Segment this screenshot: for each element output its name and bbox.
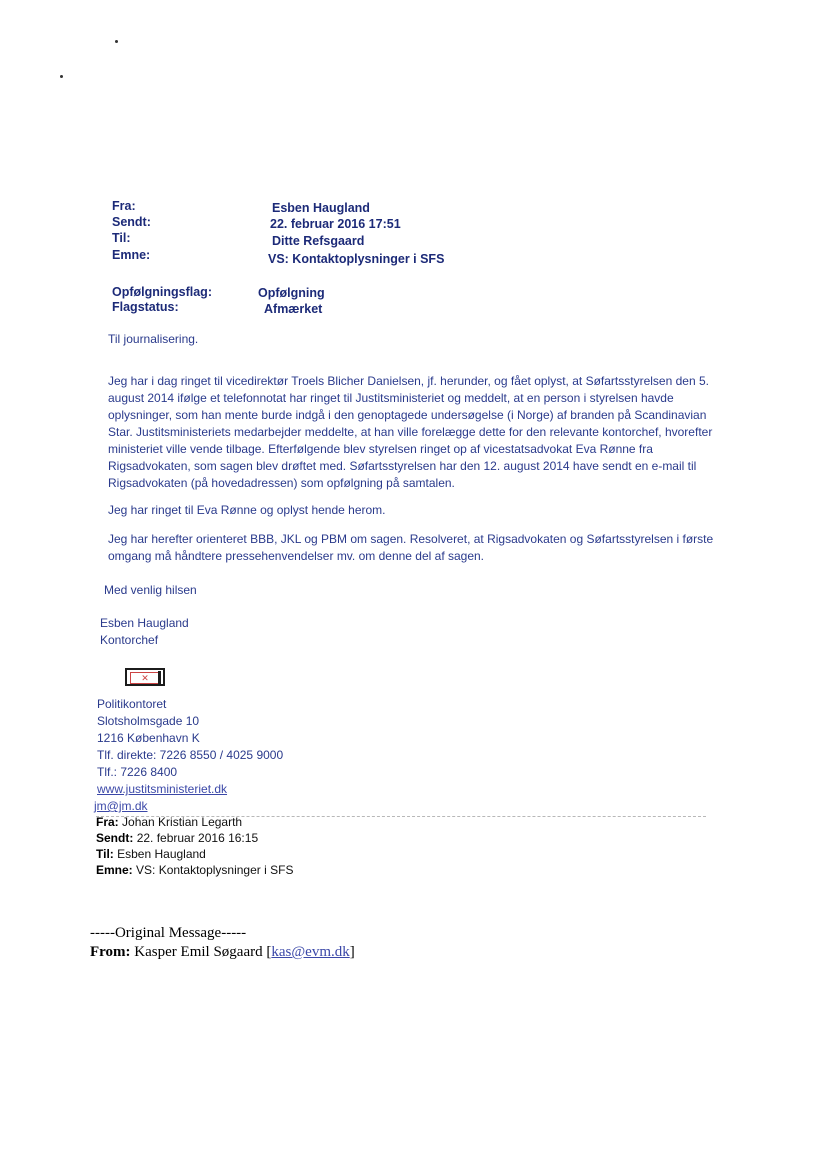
sent-value: 22. februar 2016 17:51	[270, 217, 401, 231]
forwarded-sent-value: 22. februar 2016 16:15	[136, 831, 259, 845]
original-bracket-open: [	[266, 944, 272, 960]
followup-flag-label: Opfølgningsflag:	[112, 285, 212, 299]
signature-name: Esben Haugland	[100, 616, 189, 630]
original-from-label: From:	[90, 944, 131, 960]
forwarded-subject-value: VS: Kontaktoplysninger i SFS	[136, 863, 294, 877]
scan-speck	[115, 40, 118, 43]
from-value: Esben Haugland	[272, 201, 370, 215]
signature-city: 1216 København K	[97, 731, 200, 745]
body-paragraph: Jeg har i dag ringet til vicedirektør Troels Blicher Danielsen, jf. herunder, og fået oplyst, at Søfartsstyrelsen den 5. august 2014 ifølge et telefonnotat har ringet til Justitsministeriet og meddelt, at en person i styrelsen havde oplysninger, som han mente burde indgå i den genoptagede undersøgelse (i Norge) af branden på Scandinavian Star. Justitsministeriets medarbejder meddelte, at han ville forelægge dette for den relevante kontorchef, hvorefter ministeriet ville vende tilbage. Efterfølgende blev styrelsen ringet op af vicestatsadvokat Eva Rønne fra Rigsadvokaten, som sagen blev drøftet med. Søfartsstyrelsen har den 12. august 2014 have sendt en e-mail til Rigsadvokaten (på hovedadressen) som opfølgning på samtalen.	[108, 374, 713, 490]
flag-status-label: Flagstatus:	[112, 300, 179, 314]
original-from-name: Kasper Emil Søgaard	[134, 944, 263, 960]
forwarded-to-value: Esben Haugland	[117, 847, 206, 861]
signature-office: Politikontoret	[97, 697, 167, 711]
forwarded-sent	[96, 830, 258, 846]
forwarded-sent-label: Sendt:	[96, 831, 134, 845]
scan-speck	[60, 75, 63, 78]
forwarded-from	[96, 814, 242, 830]
signature-phone: Tlf.: 7226 8400	[97, 765, 178, 779]
signature-title: Kontorchef	[100, 633, 159, 647]
subject-value: VS: Kontaktoplysninger i SFS	[268, 252, 445, 266]
logo-placeholder-icon	[125, 668, 165, 686]
body-paragraph: Jeg har herefter orienteret BBB, JKL og PBM om sagen. Resolveret, at Rigsadvokaten og Søfartsstyrelsen i første omgang må håndtere pressehenvendelser mv. om denne del af sagen.	[108, 532, 714, 563]
forwarded-to	[96, 846, 206, 862]
flag-status-value: Afmærket	[264, 302, 323, 316]
sent-label: Sendt:	[112, 215, 151, 229]
forwarded-from-label: Fra:	[96, 815, 119, 829]
subject-label: Emne:	[112, 248, 151, 262]
original-message-marker: -----Original Message-----	[90, 925, 247, 941]
logo-bar	[158, 671, 161, 684]
followup-flag-value: Opfølgning	[258, 286, 325, 300]
signature-street: Slotsholmsgade 10	[97, 714, 200, 728]
body-paragraph: Jeg har ringet til Eva Rønne og oplyst hende herom.	[108, 503, 386, 517]
original-from-email-link[interactable]: kas@evm.dk	[271, 944, 350, 960]
forwarded-from-value: Johan Kristian Legarth	[122, 815, 243, 829]
signature-phone-direct: Tlf. direkte: 7226 8550 / 4025 9000	[97, 748, 284, 762]
broken-image-icon: ✕	[130, 672, 160, 684]
forwarded-subject	[96, 862, 293, 878]
email-link[interactable]: jm@jm.dk	[94, 799, 148, 813]
original-bracket-close: ]	[349, 944, 355, 960]
body-paragraph: Til journalisering.	[108, 332, 199, 346]
closing: Med venlig hilsen	[104, 583, 197, 597]
to-value: Ditte Refsgaard	[272, 234, 365, 248]
forwarded-subject-label: Emne:	[96, 863, 133, 877]
original-from	[90, 944, 355, 961]
from-label: Fra:	[112, 199, 136, 213]
website-link[interactable]: www.justitsministeriet.dk	[97, 782, 228, 796]
to-label: Til:	[112, 231, 131, 245]
forwarded-to-label: Til:	[96, 847, 114, 861]
